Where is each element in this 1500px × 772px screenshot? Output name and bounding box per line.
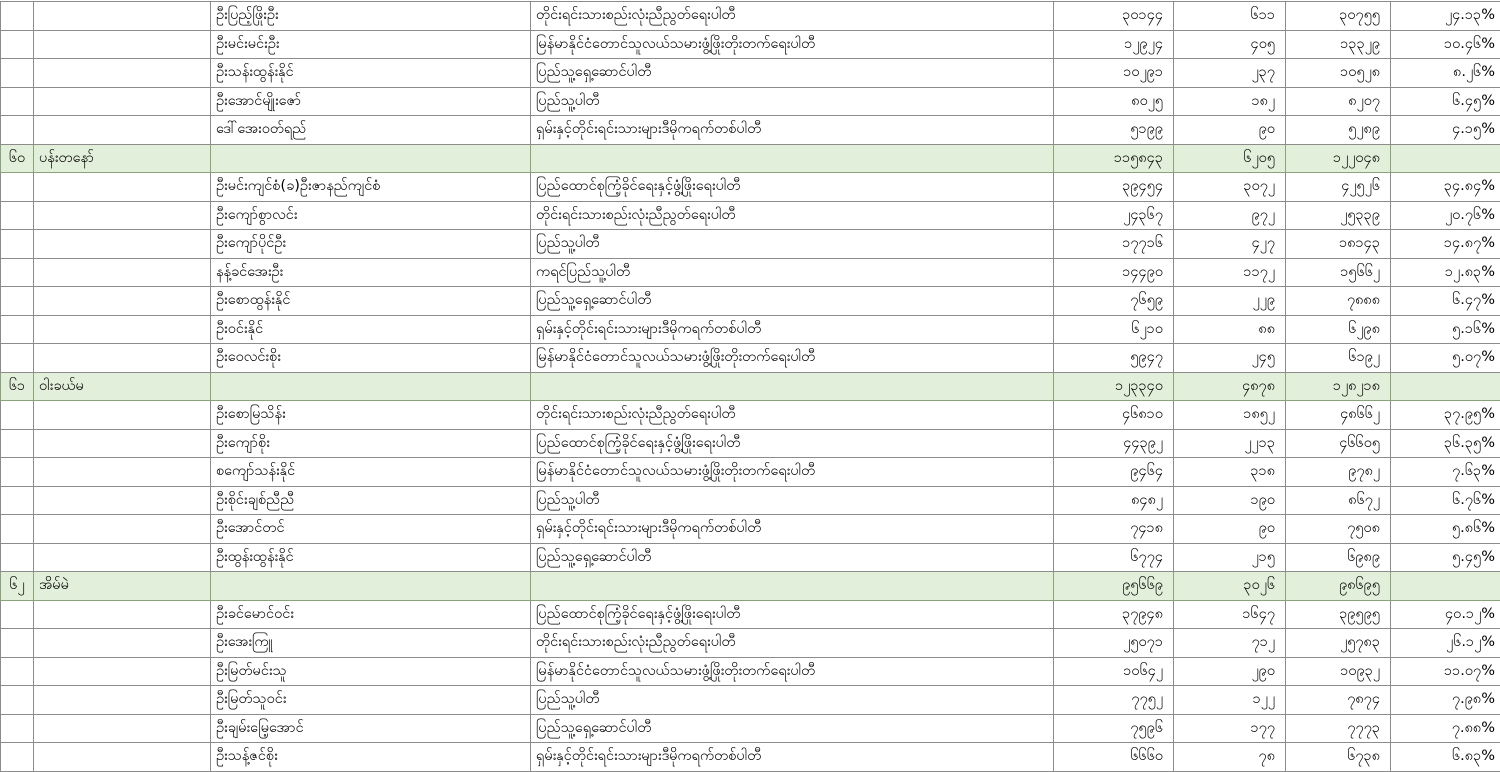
- township-name-cell: [34, 87, 211, 116]
- township-summary-row: [1, 144, 1500, 173]
- township-name-cell: အိမ်မဲ: [34, 572, 211, 601]
- township-summary-row: [1, 372, 1500, 401]
- candidate-name-cell: ဦးခင်မောင်ဝင်း: [211, 600, 531, 629]
- votes-1-cell: ၁၀၂၉၁: [1054, 59, 1174, 88]
- party-name-cell: ပြည်သူ့ရှေ့ဆောင်ပါတီ: [531, 287, 1054, 316]
- votes-1-cell: ၇၆၅၉: [1054, 287, 1174, 316]
- votes-2-cell: ၁၇၇: [1174, 714, 1286, 743]
- candidate-row: [1, 515, 1500, 544]
- township-name-cell: [34, 2, 211, 31]
- percent-cell: ၁၂.၈၃%: [1391, 258, 1500, 287]
- township-number-cell: [1, 230, 34, 259]
- votes-1-cell: ၁၄၄၉၀: [1054, 258, 1174, 287]
- votes-total-cell: ၁၂၈၂၁၈: [1286, 372, 1391, 401]
- party-name-cell: ပြည်သူ့ရှေ့ဆောင်ပါတီ: [531, 59, 1054, 88]
- candidate-name-cell: ဦးကျော်ပိုင်ဦး: [211, 230, 531, 259]
- votes-total-cell: ၈၂၀၇: [1286, 87, 1391, 116]
- votes-2-cell: ၉၇၂: [1174, 201, 1286, 230]
- votes-1-cell: ၁၂၉၂၄: [1054, 30, 1174, 59]
- votes-total-cell: ၄၈၆၆၂: [1286, 401, 1391, 430]
- candidate-row: [1, 486, 1500, 515]
- township-number-cell: [1, 686, 34, 715]
- township-number-cell: [1, 429, 34, 458]
- percent-cell: ၆.၄၇%: [1391, 287, 1500, 316]
- votes-total-cell: ၂၅၃၃၉: [1286, 201, 1391, 230]
- percent-cell: ၂၀.၇၆%: [1391, 201, 1500, 230]
- party-name-cell: ပြည်သူ့ရှေ့ဆောင်ပါတီ: [531, 714, 1054, 743]
- township-name-cell: [34, 657, 211, 686]
- candidate-row: [1, 315, 1500, 344]
- township-name-cell: [34, 629, 211, 658]
- township-number-cell: ၆၁: [1, 372, 34, 401]
- candidate-name-cell: ဦးအောင်မျိုးဇော်: [211, 87, 531, 116]
- votes-total-cell: ၁၀၅၂၈: [1286, 59, 1391, 88]
- party-name-cell: တိုင်းရင်းသားစည်းလုံးညီညွတ်ရေးပါတီ: [531, 201, 1054, 230]
- township-number-cell: [1, 344, 34, 373]
- party-name-cell: မြန်မာနိုင်ငံတောင်သူလယ်သမားဖွံ့ဖြိုးတိုးတက်ရေးပါတီ: [531, 30, 1054, 59]
- votes-1-cell: ၇၅၉၆: [1054, 714, 1174, 743]
- township-name-cell: [34, 600, 211, 629]
- candidate-name-cell: ဦးသန်းထွန်းနိုင်: [211, 59, 531, 88]
- votes-total-cell: ၇၈၈၈: [1286, 287, 1391, 316]
- party-name-cell: [531, 572, 1054, 601]
- votes-1-cell: ၈၀၂၅: [1054, 87, 1174, 116]
- percent-cell: [1391, 144, 1500, 173]
- township-name-cell: [34, 230, 211, 259]
- votes-total-cell: ၇၈၇၄: [1286, 686, 1391, 715]
- party-name-cell: ပြည်သူ့ပါတီ: [531, 486, 1054, 515]
- township-name-cell: [34, 714, 211, 743]
- township-name-cell: [34, 30, 211, 59]
- candidate-name-cell: ဦးစိုင်းချစ်ညီညီ: [211, 486, 531, 515]
- candidate-row: [1, 173, 1500, 202]
- township-number-cell: [1, 59, 34, 88]
- votes-2-cell: ၁၁၇၂: [1174, 258, 1286, 287]
- candidate-name-cell: ဦးစောမြသိန်း: [211, 401, 531, 430]
- votes-1-cell: ၂၄၃၆၇: [1054, 201, 1174, 230]
- candidate-name-cell: [211, 144, 531, 173]
- candidate-name-cell: ဦးမြတ်မင်းသူ: [211, 657, 531, 686]
- votes-total-cell: ၉၈၆၉၅: [1286, 572, 1391, 601]
- party-name-cell: တိုင်းရင်းသားစည်းလုံးညီညွတ်ရေးပါတီ: [531, 401, 1054, 430]
- votes-total-cell: ၅၂၈၉: [1286, 116, 1391, 145]
- votes-1-cell: ၁၁၅၈၄၃: [1054, 144, 1174, 173]
- candidate-name-cell: စကျော်သန်းနိုင်: [211, 458, 531, 487]
- candidate-name-cell: ဦးပြည့်ဖြိုးဦး: [211, 2, 531, 31]
- votes-2-cell: ၁၈၂: [1174, 87, 1286, 116]
- votes-total-cell: ၈၆၇၂: [1286, 486, 1391, 515]
- votes-total-cell: ၇၇၇၃: [1286, 714, 1391, 743]
- candidate-row: [1, 2, 1500, 31]
- township-number-cell: [1, 543, 34, 572]
- township-name-cell: [34, 686, 211, 715]
- votes-total-cell: ၁၂၂၀၄၈: [1286, 144, 1391, 173]
- candidate-row: [1, 230, 1500, 259]
- party-name-cell: တိုင်းရင်းသားစည်းလုံးညီညွတ်ရေးပါတီ: [531, 629, 1054, 658]
- candidate-row: [1, 600, 1500, 629]
- votes-1-cell: ၆၂၁၀: [1054, 315, 1174, 344]
- percent-cell: ၃၄.၈၄%: [1391, 173, 1500, 202]
- township-name-cell: [34, 429, 211, 458]
- table-body: [1, 2, 1500, 772]
- party-name-cell: ပြည်သူ့ရှေ့ဆောင်ပါတီ: [531, 543, 1054, 572]
- votes-total-cell: ၃၉၅၉၅: [1286, 600, 1391, 629]
- votes-2-cell: ၁၂၂: [1174, 686, 1286, 715]
- township-number-cell: [1, 714, 34, 743]
- votes-2-cell: ၁၈၅၂: [1174, 401, 1286, 430]
- candidate-name-cell: ဦးဝင်းနိုင်: [211, 315, 531, 344]
- votes-1-cell: ၇၇၅၂: [1054, 686, 1174, 715]
- party-name-cell: မြန်မာနိုင်ငံတောင်သူလယ်သမားဖွံ့ဖြိုးတိုးတက်ရေးပါတီ: [531, 344, 1054, 373]
- candidate-row: [1, 258, 1500, 287]
- candidate-row: [1, 543, 1500, 572]
- township-name-cell: ပန်းတနော်: [34, 144, 211, 173]
- party-name-cell: မြန်မာနိုင်ငံတောင်သူလယ်သမားဖွံ့ဖြိုးတိုးတက်ရေးပါတီ: [531, 458, 1054, 487]
- party-name-cell: ရှမ်းနှင့်တိုင်းရင်းသားများဒီမိုကရက်တစ်ပါတီ: [531, 116, 1054, 145]
- votes-1-cell: ၃၀၁၄၄: [1054, 2, 1174, 31]
- votes-2-cell: ၁၉၀: [1174, 486, 1286, 515]
- votes-1-cell: ၄၄၃၉၂: [1054, 429, 1174, 458]
- votes-2-cell: ၃၁၈: [1174, 458, 1286, 487]
- votes-1-cell: ၉၅၆၆၉: [1054, 572, 1174, 601]
- party-name-cell: မြန်မာနိုင်ငံတောင်သူလယ်သမားဖွံ့ဖြိုးတိုးတက်ရေးပါတီ: [531, 657, 1054, 686]
- votes-2-cell: ၁၆၄၇: [1174, 600, 1286, 629]
- township-name-cell: [34, 486, 211, 515]
- votes-2-cell: ၇၈: [1174, 743, 1286, 772]
- party-name-cell: ကရင်ပြည်သူ့ပါတီ: [531, 258, 1054, 287]
- candidate-row: [1, 629, 1500, 658]
- percent-cell: ၄၀.၁၂%: [1391, 600, 1500, 629]
- township-name-cell: [34, 458, 211, 487]
- candidate-name-cell: ဦးထွန်းထွန်းနိုင်: [211, 543, 531, 572]
- votes-2-cell: ၂၂၁၃: [1174, 429, 1286, 458]
- township-number-cell: [1, 743, 34, 772]
- votes-total-cell: ၁၈၁၄၃: [1286, 230, 1391, 259]
- township-number-cell: [1, 629, 34, 658]
- percent-cell: ၃၇.၉၅%: [1391, 401, 1500, 430]
- votes-total-cell: ၂၅၇၈၃: [1286, 629, 1391, 658]
- votes-1-cell: ၁၂၃၃၄၀: [1054, 372, 1174, 401]
- votes-1-cell: ၉၄၆၄: [1054, 458, 1174, 487]
- election-results-table: [0, 1, 1500, 772]
- percent-cell: ၂၆.၁၂%: [1391, 629, 1500, 658]
- votes-total-cell: ၄၂၅၂၆: [1286, 173, 1391, 202]
- party-name-cell: ပြည်သူ့ပါတီ: [531, 686, 1054, 715]
- percent-cell: ၇.၈၈%: [1391, 714, 1500, 743]
- candidate-name-cell: [211, 372, 531, 401]
- township-name-cell: ဝါးခယ်မ: [34, 372, 211, 401]
- votes-total-cell: ၃၀၇၅၅: [1286, 2, 1391, 31]
- candidate-name-cell: ဦးစောထွန်းနိုင်: [211, 287, 531, 316]
- candidate-name-cell: ဒေါ်အေးဝတ်ရည်: [211, 116, 531, 145]
- candidate-row: [1, 686, 1500, 715]
- votes-total-cell: ၆၉၈၉: [1286, 543, 1391, 572]
- votes-2-cell: ၄၂၇: [1174, 230, 1286, 259]
- votes-1-cell: ၅၉၄၇: [1054, 344, 1174, 373]
- township-number-cell: [1, 201, 34, 230]
- township-number-cell: [1, 401, 34, 430]
- party-name-cell: ရှမ်းနှင့်တိုင်းရင်းသားများဒီမိုကရက်တစ်ပါတီ: [531, 743, 1054, 772]
- percent-cell: ၅.၁၆%: [1391, 315, 1500, 344]
- percent-cell: ၃၆.၃၅%: [1391, 429, 1500, 458]
- candidate-row: [1, 458, 1500, 487]
- candidate-name-cell: ဦးမင်းကျင်စံ(ခ)ဦးဇာနည်ကျင်စံ: [211, 173, 531, 202]
- party-name-cell: ရှမ်းနှင့်တိုင်းရင်းသားများဒီမိုကရက်တစ်ပါတီ: [531, 515, 1054, 544]
- party-name-cell: [531, 372, 1054, 401]
- candidate-name-cell: ဦးသန့်ဇင်စိုး: [211, 743, 531, 772]
- votes-2-cell: ၂၉၀: [1174, 657, 1286, 686]
- votes-2-cell: ၂၃၇: [1174, 59, 1286, 88]
- votes-1-cell: ၇၄၁၈: [1054, 515, 1174, 544]
- percent-cell: ၆.၄၅%: [1391, 87, 1500, 116]
- votes-1-cell: ၃၉၄၅၄: [1054, 173, 1174, 202]
- township-number-cell: [1, 287, 34, 316]
- votes-2-cell: ၂၁၅: [1174, 543, 1286, 572]
- votes-total-cell: ၆၇၃၈: [1286, 743, 1391, 772]
- percent-cell: ၅.၈၆%: [1391, 515, 1500, 544]
- votes-2-cell: ၉၀: [1174, 116, 1286, 145]
- percent-cell: ၁၀.၄၆%: [1391, 30, 1500, 59]
- percent-cell: ၂၄.၁၃%: [1391, 2, 1500, 31]
- votes-total-cell: ၄၆၆၀၅: [1286, 429, 1391, 458]
- candidate-row: [1, 201, 1500, 230]
- votes-1-cell: ၆၆၆၀: [1054, 743, 1174, 772]
- votes-1-cell: ၁၀၆၄၂: [1054, 657, 1174, 686]
- party-name-cell: တိုင်းရင်းသားစည်းလုံးညီညွတ်ရေးပါတီ: [531, 2, 1054, 31]
- township-name-cell: [34, 543, 211, 572]
- party-name-cell: ပြည်သူ့ပါတီ: [531, 230, 1054, 259]
- candidate-name-cell: ဦးအောင်တင်: [211, 515, 531, 544]
- candidate-row: [1, 657, 1500, 686]
- votes-1-cell: ၃၇၉၄၈: [1054, 600, 1174, 629]
- votes-total-cell: ၆၂၉၈: [1286, 315, 1391, 344]
- votes-total-cell: ၇၅၀၈: [1286, 515, 1391, 544]
- votes-2-cell: ၆၁၁: [1174, 2, 1286, 31]
- votes-1-cell: ၈၄၈၂: [1054, 486, 1174, 515]
- township-number-cell: [1, 600, 34, 629]
- candidate-row: [1, 429, 1500, 458]
- township-name-cell: [34, 59, 211, 88]
- township-name-cell: [34, 401, 211, 430]
- party-name-cell: ပြည်ထောင်စုကြံ့ခိုင်ရေးနှင့်ဖွံ့ဖြိုးရေးပါတီ: [531, 173, 1054, 202]
- percent-cell: ၇.၆၃%: [1391, 458, 1500, 487]
- votes-2-cell: ၂၂၉: [1174, 287, 1286, 316]
- votes-2-cell: ၉၀: [1174, 515, 1286, 544]
- percent-cell: ၈.၂၆%: [1391, 59, 1500, 88]
- percent-cell: ၄.၁၅%: [1391, 116, 1500, 145]
- votes-2-cell: ၇၁၂: [1174, 629, 1286, 658]
- candidate-name-cell: နန့်ခင်အေးဦး: [211, 258, 531, 287]
- candidate-row: [1, 30, 1500, 59]
- candidate-row: [1, 59, 1500, 88]
- votes-2-cell: ၂၄၅: [1174, 344, 1286, 373]
- percent-cell: ၁၄.၈၇%: [1391, 230, 1500, 259]
- votes-1-cell: ၄၆၈၁၀: [1054, 401, 1174, 430]
- percent-cell: ၇.၉၈%: [1391, 686, 1500, 715]
- party-name-cell: [531, 144, 1054, 173]
- votes-total-cell: ၁၀၉၃၂: [1286, 657, 1391, 686]
- party-name-cell: ပြည်ထောင်စုကြံ့ခိုင်ရေးနှင့်ဖွံ့ဖြိုးရေးပါတီ: [531, 600, 1054, 629]
- percent-cell: [1391, 372, 1500, 401]
- votes-2-cell: ၆၂၀၅: [1174, 144, 1286, 173]
- township-name-cell: [34, 344, 211, 373]
- votes-1-cell: ၆၇၇၄: [1054, 543, 1174, 572]
- township-number-cell: [1, 458, 34, 487]
- percent-cell: ၅.၀၇%: [1391, 344, 1500, 373]
- township-name-cell: [34, 287, 211, 316]
- candidate-row: [1, 714, 1500, 743]
- candidate-name-cell: ဦးကျော်စိုး: [211, 429, 531, 458]
- township-number-cell: [1, 87, 34, 116]
- township-name-cell: [34, 258, 211, 287]
- votes-2-cell: ၃၀၂၆: [1174, 572, 1286, 601]
- candidate-name-cell: ဦးချမ်းမြေ့အောင်: [211, 714, 531, 743]
- percent-cell: [1391, 572, 1500, 601]
- candidate-name-cell: ဦးမြတ်သူဝင်း: [211, 686, 531, 715]
- candidate-row: [1, 401, 1500, 430]
- votes-total-cell: ၁၅၆၆၂: [1286, 258, 1391, 287]
- candidate-row: [1, 287, 1500, 316]
- township-number-cell: [1, 30, 34, 59]
- township-number-cell: [1, 657, 34, 686]
- candidate-name-cell: [211, 572, 531, 601]
- votes-total-cell: ၁၃၃၂၉: [1286, 30, 1391, 59]
- township-name-cell: [34, 743, 211, 772]
- township-name-cell: [34, 315, 211, 344]
- township-number-cell: [1, 173, 34, 202]
- candidate-name-cell: ဦးကျော်စွာလင်း: [211, 201, 531, 230]
- township-number-cell: [1, 486, 34, 515]
- votes-2-cell: ၄၀၅: [1174, 30, 1286, 59]
- township-name-cell: [34, 173, 211, 202]
- candidate-row: [1, 743, 1500, 772]
- percent-cell: ၆.၈၃%: [1391, 743, 1500, 772]
- votes-1-cell: ၂၅၀၇၁: [1054, 629, 1174, 658]
- party-name-cell: ပြည်သူ့ပါတီ: [531, 87, 1054, 116]
- votes-1-cell: ၅၁၉၉: [1054, 116, 1174, 145]
- candidate-row: [1, 116, 1500, 145]
- candidate-row: [1, 87, 1500, 116]
- votes-2-cell: ၄၈၇၈: [1174, 372, 1286, 401]
- township-number-cell: [1, 515, 34, 544]
- votes-total-cell: ၉၇၈၂: [1286, 458, 1391, 487]
- party-name-cell: ပြည်ထောင်စုကြံ့ခိုင်ရေးနှင့်ဖွံ့ဖြိုးရေးပါတီ: [531, 429, 1054, 458]
- township-number-cell: [1, 2, 34, 31]
- township-name-cell: [34, 116, 211, 145]
- township-number-cell: [1, 116, 34, 145]
- candidate-row: [1, 344, 1500, 373]
- township-number-cell: ၆၂: [1, 572, 34, 601]
- percent-cell: ၆.၇၆%: [1391, 486, 1500, 515]
- votes-1-cell: ၁၇၇၁၆: [1054, 230, 1174, 259]
- township-number-cell: [1, 315, 34, 344]
- percent-cell: ၁၁.၀၇%: [1391, 657, 1500, 686]
- township-summary-row: [1, 572, 1500, 601]
- township-name-cell: [34, 515, 211, 544]
- township-number-cell: [1, 258, 34, 287]
- candidate-name-cell: ဦးမင်းမင်းဦး: [211, 30, 531, 59]
- candidate-name-cell: ဦးအေးကြူ: [211, 629, 531, 658]
- township-number-cell: ၆၀: [1, 144, 34, 173]
- candidate-name-cell: ဦးဝေလင်းစိုး: [211, 344, 531, 373]
- party-name-cell: ရှမ်းနှင့်တိုင်းရင်းသားများဒီမိုကရက်တစ်ပါတီ: [531, 315, 1054, 344]
- percent-cell: ၅.၄၅%: [1391, 543, 1500, 572]
- township-name-cell: [34, 201, 211, 230]
- votes-total-cell: ၆၁၉၂: [1286, 344, 1391, 373]
- votes-2-cell: ၃၀၇၂: [1174, 173, 1286, 202]
- votes-2-cell: ၈၈: [1174, 315, 1286, 344]
